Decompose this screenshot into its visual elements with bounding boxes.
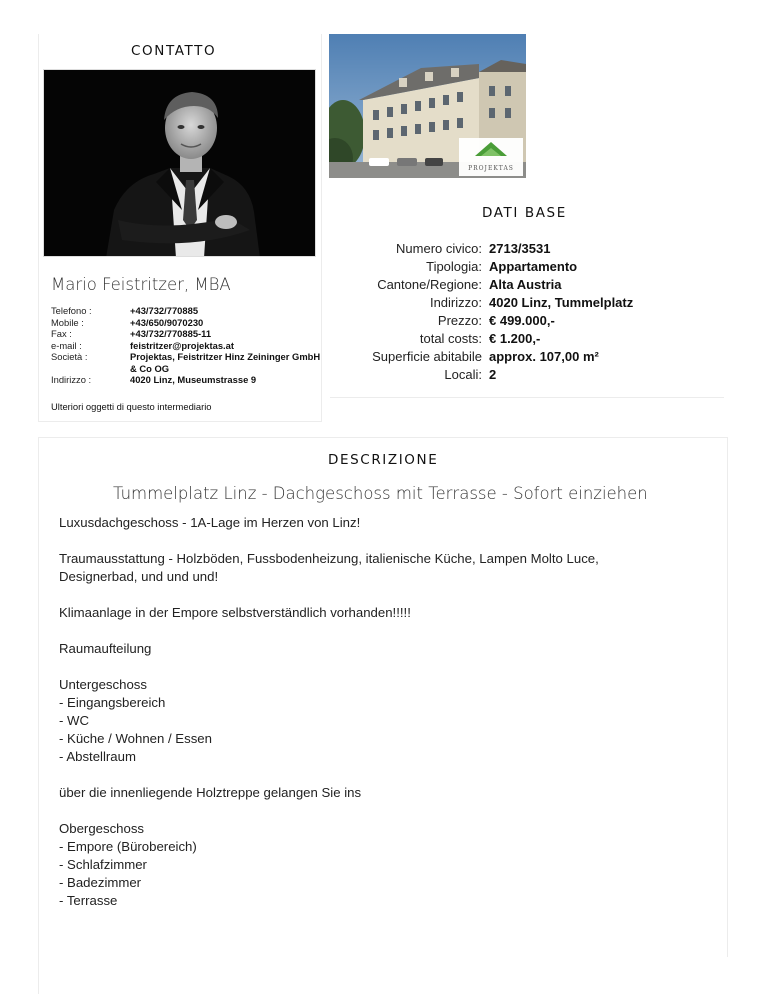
description-line: - WC: [59, 713, 90, 728]
description-line: - Küche / Wohnen / Essen: [59, 731, 212, 746]
more-listings-link[interactable]: Ulteriori oggetti di questo intermediario: [51, 401, 212, 412]
data-row-rooms: [330, 366, 720, 384]
data-value: approx. 107,00 m²: [489, 349, 599, 364]
property-photo-image: [329, 34, 526, 178]
agent-portrait: [43, 69, 316, 257]
contact-right-border: [321, 34, 322, 421]
description-paragraph: [59, 640, 679, 658]
data-value: 2: [489, 367, 497, 382]
description-paragraph: [59, 820, 679, 910]
phone-label: Telefono :: [51, 305, 92, 316]
description-line: - Eingangsbereich: [59, 695, 166, 710]
description-line: - Badezimmer: [59, 875, 142, 890]
data-value: € 499.000,-: [489, 313, 555, 328]
data-value: Alta Austria: [489, 277, 562, 292]
fax-value: +43/732/770885-11: [130, 328, 212, 339]
description-paragraph: [59, 550, 679, 586]
description-line: - Schlafzimmer: [59, 857, 147, 872]
contact-bottom-border: [38, 421, 322, 422]
data-label: Locali:: [444, 367, 482, 382]
mobile-value[interactable]: +43/650/9070230: [130, 316, 204, 328]
data-row-address: [330, 294, 720, 312]
agent-portrait-image: [44, 70, 316, 257]
data-value: 2713/3531: [489, 241, 551, 256]
base-data-table: [330, 240, 720, 384]
base-data-title: DATI BASE: [482, 205, 567, 221]
projektas-logo-text: PROJEKTAS: [468, 165, 514, 172]
property-photo: [329, 34, 526, 178]
data-row-number: [330, 240, 720, 258]
description-line: - Terrasse: [59, 893, 118, 908]
company-label: Società :: [51, 351, 88, 362]
description-paragraph: [59, 604, 679, 622]
description-line: Klimaanlage in der Empore selbstverständlich vorhanden!!!!!: [59, 605, 411, 620]
data-label: Tipologia:: [426, 259, 482, 274]
base-data-bottom-border: [330, 397, 724, 398]
description-paragraph: [59, 514, 679, 532]
phone-value[interactable]: +43/732/770885: [130, 305, 199, 316]
description-paragraph: [59, 784, 679, 802]
address-value: 4020 Linz, Museumstrasse 9: [130, 374, 257, 385]
data-label: Numero civico:: [396, 241, 482, 256]
description-right-border: [727, 437, 728, 957]
description-title: DESCRIZIONE: [328, 452, 439, 468]
description-line: Luxusdachgeschoss - 1A-Lage im Herzen von Linz!: [59, 515, 361, 530]
description-line: Traumausstattung - Holzböden, Fussbodenheizung, italienische Küche, Lampen Molto Luce, Designerbad, und und und!: [59, 551, 599, 584]
description-left-border: [38, 437, 39, 994]
data-label: Indirizzo:: [429, 295, 482, 310]
description-paragraph: [59, 676, 679, 766]
data-row-region: [330, 276, 720, 294]
contact-left-border: [38, 34, 39, 421]
data-value: € 1.200,-: [489, 331, 541, 346]
email-value[interactable]: feistritzer@projektas.at: [130, 339, 234, 351]
data-row-total-costs: [330, 330, 720, 348]
mobile-label: Mobile :: [51, 316, 84, 328]
description-line: Untergeschoss: [59, 677, 147, 692]
contact-details: [51, 305, 321, 386]
data-label: Superficie abitabile: [372, 349, 482, 364]
description-top-border: [38, 437, 728, 438]
data-row-type: [330, 258, 720, 276]
address-label: Indirizzo :: [51, 374, 92, 385]
description-line: - Empore (Bürobereich): [59, 839, 197, 854]
description-heading: Tummelplatz Linz - Dachgeschoss mit Terrasse - Sofort einziehen: [113, 484, 648, 503]
email-label: e-mail :: [51, 339, 82, 351]
data-value: 4020 Linz, Tummelplatz: [489, 295, 634, 310]
contact-title: CONTATTO: [131, 43, 217, 59]
data-row-price: [330, 312, 720, 330]
data-row-living-area: [330, 348, 720, 366]
company-value: Projektas, Feistritzer Hinz Zeininger GmbH & Co OG: [130, 351, 321, 374]
description-line: Raumaufteilung: [59, 641, 152, 656]
data-value: Appartamento: [489, 259, 578, 274]
description-line: Obergeschoss: [59, 821, 145, 836]
data-label: total costs:: [419, 331, 482, 346]
description-line: über die innenliegende Holztreppe gelangen Sie ins: [59, 785, 362, 800]
data-label: Prezzo:: [437, 313, 482, 328]
data-label: Cantone/Regione:: [377, 277, 482, 292]
fax-label: Fax :: [51, 328, 72, 339]
description-line: - Abstellraum: [59, 749, 136, 764]
agent-name: Mario Feistritzer, MBA: [51, 275, 231, 294]
description-body: [59, 514, 679, 928]
